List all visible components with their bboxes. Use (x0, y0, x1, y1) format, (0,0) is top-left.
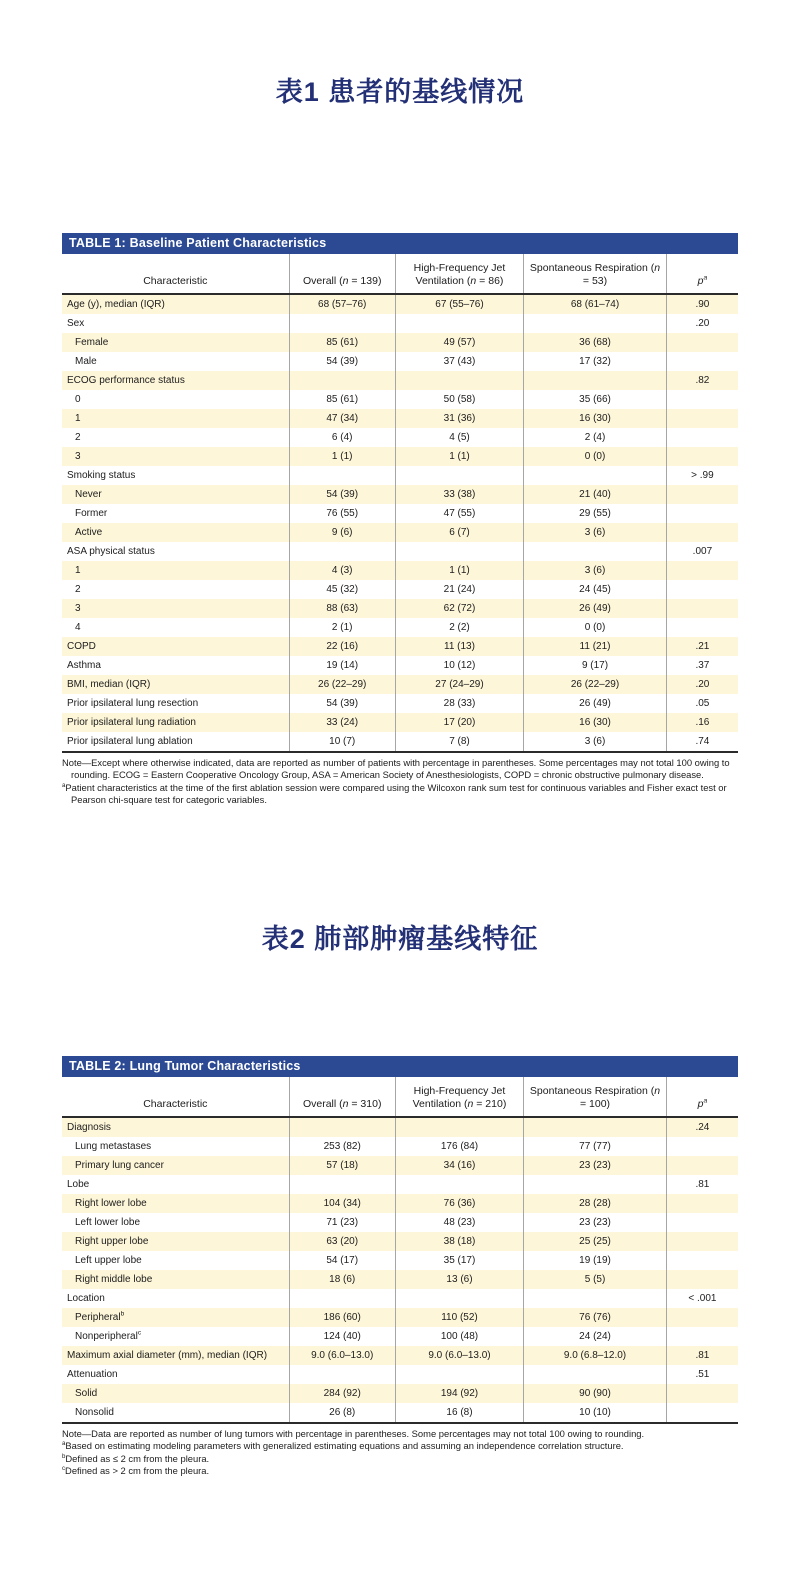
table-note: Note—Except where otherwise indicated, data are reported as number of patients with percentage in parentheses. Some percentages may not total 100 owing to rounding. ECOG = Eastern Cooperative Oncology Group, ASA = American Society of Anesthesiologists, COPD = chronic obstructive pulmonary disease. (62, 757, 730, 781)
cell-value (524, 1175, 667, 1194)
column-header: Spontaneous Respiration (n = 53) (524, 254, 667, 294)
cell-value: 11 (13) (395, 637, 523, 656)
cell-value: > .99 (666, 466, 738, 485)
cell-value: 10 (7) (289, 732, 395, 752)
cell-value: 76 (36) (395, 1194, 523, 1213)
row-label: 1 (75, 565, 81, 576)
table-note: Note—Data are reported as number of lung tumors with percentage in parentheses. Some percentages may not total 100 owing to rounding. (62, 1428, 645, 1440)
cell-value: 33 (24) (289, 713, 395, 732)
table2-notes (62, 1428, 738, 1477)
row-label: 3 (75, 451, 81, 462)
cell-value (666, 352, 738, 371)
cell-value (395, 542, 523, 561)
cell-value: 22 (16) (289, 637, 395, 656)
cell-value (666, 1156, 738, 1175)
row-label: 2 (75, 584, 81, 595)
cell-value: .81 (666, 1346, 738, 1365)
cell-value: 21 (40) (524, 485, 667, 504)
table-row (62, 371, 738, 390)
cell-value (524, 1117, 667, 1137)
cell-value: .81 (666, 1175, 738, 1194)
cell-value: 6 (4) (289, 428, 395, 447)
cell-value: 37 (43) (395, 352, 523, 371)
row-label: Primary lung cancer (75, 1160, 164, 1171)
cell-value: 25 (25) (524, 1232, 667, 1251)
row-label: ASA physical status (67, 546, 155, 557)
cell-value: 18 (6) (289, 1270, 395, 1289)
table-row (62, 618, 738, 637)
cell-value: .37 (666, 656, 738, 675)
cell-value (666, 1327, 738, 1346)
cell-value (395, 371, 523, 390)
cell-value (289, 1175, 395, 1194)
table1-notes (62, 757, 738, 806)
cell-value: 4 (5) (395, 428, 523, 447)
row-label: COPD (67, 641, 96, 652)
cell-value: 0 (0) (524, 618, 667, 637)
table-row (62, 352, 738, 371)
cell-value (666, 599, 738, 618)
table-row (62, 542, 738, 561)
cell-value: 253 (82) (289, 1137, 395, 1156)
cell-value (524, 1289, 667, 1308)
column-header: Overall (n = 139) (289, 254, 395, 294)
cell-value: 27 (24–29) (395, 675, 523, 694)
row-label: Former (75, 508, 108, 519)
cell-value: 77 (77) (524, 1137, 667, 1156)
table-note: $^a$Based on estimating modeling parameters with generalized estimating equations and assuming an independence correlation structure. (62, 1440, 624, 1452)
table-note: $^c$Defined as > 2 cm from the pleura. (62, 1464, 210, 1476)
cell-value: 54 (39) (289, 694, 395, 713)
cell-value (395, 1175, 523, 1194)
row-label: Lung metastases (75, 1141, 152, 1152)
cell-value: 3 (6) (524, 561, 667, 580)
cell-value: 124 (40) (289, 1327, 395, 1346)
cell-value (524, 466, 667, 485)
table-row (62, 637, 738, 656)
table-row (62, 1117, 738, 1137)
table-row (62, 580, 738, 599)
table2-chinese-title: 表2 肺部肿瘤基线特征 (261, 924, 539, 954)
row-label: 1 (75, 413, 81, 424)
table-row (62, 1365, 738, 1384)
cell-value: 50 (58) (395, 390, 523, 409)
cell-value (666, 504, 738, 523)
column-header: $p^a$ (666, 1077, 738, 1117)
column-header-row (62, 254, 738, 294)
cell-value: 10 (12) (395, 656, 523, 675)
cell-value: 31 (36) (395, 409, 523, 428)
cell-value: 9.0 (6.0–13.0) (395, 1346, 523, 1365)
cell-value: 194 (92) (395, 1384, 523, 1403)
cell-value: .05 (666, 694, 738, 713)
table-row (62, 1251, 738, 1270)
row-label: Prior ipsilateral lung radiation (67, 717, 196, 728)
row-label: Never (75, 489, 102, 500)
column-header: Overall (n = 310) (289, 1077, 395, 1117)
cell-value: 57 (18) (289, 1156, 395, 1175)
row-label: Left upper lobe (75, 1255, 142, 1266)
row-label: Nonsolid (62, 1403, 289, 1423)
cell-value: 49 (57) (395, 333, 523, 352)
cell-value: 67 (55–76) (395, 294, 523, 314)
cell-value: 19 (14) (289, 656, 395, 675)
table-row (62, 409, 738, 428)
cell-value: 17 (32) (524, 352, 667, 371)
cell-value (666, 447, 738, 466)
cell-value: .21 (666, 637, 738, 656)
table-row (62, 675, 738, 694)
table-row (62, 1346, 738, 1365)
cell-value: 1 (1) (395, 447, 523, 466)
cell-value: .51 (666, 1365, 738, 1384)
cell-value: .74 (666, 732, 738, 752)
row-label: Asthma (67, 660, 101, 671)
cell-value: < .001 (666, 1289, 738, 1308)
row-label: Age (y), median (IQR) (67, 299, 165, 310)
table-row (62, 428, 738, 447)
table-row (62, 1232, 738, 1251)
table2 (62, 1056, 738, 1477)
table-row (62, 1194, 738, 1213)
row-label: 0 (75, 394, 81, 405)
cell-value (666, 1232, 738, 1251)
cell-value: 38 (18) (395, 1232, 523, 1251)
row-label: Nonperipheral$^c$ (75, 1329, 142, 1342)
cell-value (289, 466, 395, 485)
cell-value: 24 (45) (524, 580, 667, 599)
cell-value (289, 314, 395, 333)
cell-value: 54 (39) (289, 485, 395, 504)
row-label: 3 (75, 603, 81, 614)
cell-value: 3 (6) (524, 523, 667, 542)
cell-value (666, 1403, 738, 1423)
cell-value (395, 466, 523, 485)
cell-value: 16 (30) (524, 409, 667, 428)
row-label: ECOG performance status (67, 375, 185, 386)
cell-value: 13 (6) (395, 1270, 523, 1289)
cell-value: 88 (63) (289, 599, 395, 618)
cell-value (666, 1308, 738, 1327)
cell-value: 62 (72) (395, 599, 523, 618)
cell-value: 11 (21) (524, 637, 667, 656)
cell-value (395, 1117, 523, 1137)
cell-value: 3 (6) (524, 732, 667, 752)
row-label: Maximum axial diameter (mm), median (IQR) (67, 1350, 268, 1361)
cell-value: 2 (1) (289, 618, 395, 637)
column-header: Spontaneous Respiration (n = 100) (524, 1077, 667, 1117)
table1 (62, 233, 738, 806)
row-label: Active (75, 527, 103, 538)
table-note: $^b$Defined as ≤ 2 cm from the pleura. (62, 1452, 210, 1464)
table-row (62, 485, 738, 504)
cell-value: 17 (20) (395, 713, 523, 732)
row-label: Female (75, 337, 109, 348)
cell-value: 90 (90) (524, 1384, 667, 1403)
cell-value (666, 561, 738, 580)
cell-value: .007 (666, 542, 738, 561)
column-header: $p^a$ (666, 254, 738, 294)
row-label: Male (75, 356, 97, 367)
cell-value: 36 (68) (524, 333, 667, 352)
cell-value (524, 314, 667, 333)
cell-value: 47 (55) (395, 504, 523, 523)
table-row (62, 656, 738, 675)
table2-grid (62, 1077, 738, 1424)
cell-value (524, 371, 667, 390)
cell-value: 2 (2) (395, 618, 523, 637)
cell-value (289, 1365, 395, 1384)
cell-value (289, 371, 395, 390)
cell-value: 21 (24) (395, 580, 523, 599)
cell-value (289, 1289, 395, 1308)
table-row (62, 333, 738, 352)
table-row (62, 294, 738, 314)
cell-value: 85 (61) (289, 390, 395, 409)
cell-value: .82 (666, 371, 738, 390)
table-row (62, 1137, 738, 1156)
cell-value: 23 (23) (524, 1213, 667, 1232)
cell-value (666, 485, 738, 504)
row-label: Lobe (67, 1179, 90, 1190)
cell-value: 76 (76) (524, 1308, 667, 1327)
row-label: Right upper lobe (75, 1236, 149, 1247)
cell-value: 19 (19) (524, 1251, 667, 1270)
table-note: $^a$Patient characteristics at the time of the first ablation session were compared using the Wilcoxon rank sum test for continuous variables and Fisher exact test or Pearson chi-square test for categoric variables. (62, 781, 727, 805)
cell-value (524, 1365, 667, 1384)
cell-value (395, 1289, 523, 1308)
row-label: Prior ipsilateral lung ablation (62, 732, 289, 752)
cell-value: 16 (8) (395, 1403, 523, 1423)
column-header-row (62, 1077, 738, 1117)
cell-value: 33 (38) (395, 485, 523, 504)
cell-value: 9 (17) (524, 656, 667, 675)
cell-value: 54 (17) (289, 1251, 395, 1270)
cell-value: 54 (39) (289, 352, 395, 371)
cell-value: 9.0 (6.8–12.0) (524, 1346, 667, 1365)
cell-value (666, 618, 738, 637)
cell-value: 100 (48) (395, 1327, 523, 1346)
cell-value: 26 (49) (524, 694, 667, 713)
cell-value: 16 (30) (524, 713, 667, 732)
cell-value: .24 (666, 1117, 738, 1137)
row-label: Diagnosis (67, 1122, 111, 1133)
cell-value (289, 542, 395, 561)
table2-title-bar: TABLE 2: Lung Tumor Characteristics (62, 1056, 738, 1077)
table-row (62, 1327, 738, 1346)
row-label: 4 (75, 622, 81, 633)
column-header: High-Frequency Jet Ventilation (n = 86) (395, 254, 523, 294)
table1-chinese-title: 表1 患者的基线情况 (275, 77, 525, 107)
cell-value: 4 (3) (289, 561, 395, 580)
cell-value: 71 (23) (289, 1213, 395, 1232)
cell-value: 35 (17) (395, 1251, 523, 1270)
row-label: Sex (67, 318, 85, 329)
table-row (62, 1270, 738, 1289)
table-row (62, 694, 738, 713)
table-row (62, 732, 738, 752)
cell-value: 29 (55) (524, 504, 667, 523)
cell-value (666, 580, 738, 599)
row-label: Smoking status (67, 470, 136, 481)
cell-value: 5 (5) (524, 1270, 667, 1289)
cell-value: 47 (34) (289, 409, 395, 428)
table-row (62, 466, 738, 485)
row-label: Peripheral$^b$ (75, 1310, 125, 1323)
cell-value: 24 (24) (524, 1327, 667, 1346)
cell-value: 1 (1) (289, 447, 395, 466)
cell-value: .16 (666, 713, 738, 732)
cell-value (666, 523, 738, 542)
cell-value (666, 409, 738, 428)
cell-value: .20 (666, 675, 738, 694)
cell-value (666, 390, 738, 409)
column-header: High-Frequency Jet Ventilation (n = 210) (395, 1077, 523, 1117)
cell-value (666, 1384, 738, 1403)
cell-value (666, 1270, 738, 1289)
table-row (62, 314, 738, 333)
cell-value: 26 (49) (524, 599, 667, 618)
cell-value (666, 1137, 738, 1156)
cell-value (395, 314, 523, 333)
cell-value (524, 542, 667, 561)
cell-value: 63 (20) (289, 1232, 395, 1251)
table-row (62, 713, 738, 732)
cell-value: 23 (23) (524, 1156, 667, 1175)
cell-value: 28 (28) (524, 1194, 667, 1213)
table-row (62, 561, 738, 580)
cell-value: 35 (66) (524, 390, 667, 409)
cell-value: 26 (22–29) (289, 675, 395, 694)
table-row (62, 599, 738, 618)
cell-value: .20 (666, 314, 738, 333)
row-label: Left lower lobe (75, 1217, 141, 1228)
cell-value: .90 (666, 294, 738, 314)
table-row (62, 1384, 738, 1403)
cell-value: 45 (32) (289, 580, 395, 599)
row-label: Location (67, 1293, 105, 1304)
cell-value: 104 (34) (289, 1194, 395, 1213)
cell-value: 68 (57–76) (289, 294, 395, 314)
cell-value (289, 1117, 395, 1137)
cell-value (666, 428, 738, 447)
cell-value (666, 333, 738, 352)
row-label: Attenuation (67, 1369, 118, 1380)
row-label: Prior ipsilateral lung resection (67, 698, 199, 709)
column-header: Characteristic (62, 1077, 289, 1117)
table-row (62, 1308, 738, 1327)
cell-value (666, 1194, 738, 1213)
cell-value (666, 1251, 738, 1270)
cell-value: 85 (61) (289, 333, 395, 352)
cell-value: 0 (0) (524, 447, 667, 466)
table-row (62, 1175, 738, 1194)
cell-value (395, 1365, 523, 1384)
table-row (62, 1403, 738, 1423)
table1-grid (62, 254, 738, 753)
cell-value: 6 (7) (395, 523, 523, 542)
cell-value: 1 (1) (395, 561, 523, 580)
cell-value: 110 (52) (395, 1308, 523, 1327)
cell-value: 284 (92) (289, 1384, 395, 1403)
cell-value: 10 (10) (524, 1403, 667, 1423)
cell-value: 34 (16) (395, 1156, 523, 1175)
cell-value: 9.0 (6.0–13.0) (289, 1346, 395, 1365)
row-label: Right lower lobe (75, 1198, 147, 1209)
table-row (62, 504, 738, 523)
cell-value: 28 (33) (395, 694, 523, 713)
table-row (62, 1213, 738, 1232)
table-row (62, 447, 738, 466)
table-row (62, 390, 738, 409)
cell-value: 68 (61–74) (524, 294, 667, 314)
cell-value: 48 (23) (395, 1213, 523, 1232)
table-row (62, 1156, 738, 1175)
cell-value: 186 (60) (289, 1308, 395, 1327)
table-row (62, 1289, 738, 1308)
cell-value: 9 (6) (289, 523, 395, 542)
table-row (62, 523, 738, 542)
row-label: Solid (75, 1388, 98, 1399)
cell-value: 7 (8) (395, 732, 523, 752)
cell-value: 26 (22–29) (524, 675, 667, 694)
row-label: Right middle lobe (75, 1274, 153, 1285)
row-label: 2 (75, 432, 81, 443)
column-header: Characteristic (62, 254, 289, 294)
cell-value: 76 (55) (289, 504, 395, 523)
cell-value (666, 1213, 738, 1232)
cell-value: 176 (84) (395, 1137, 523, 1156)
cell-value: 26 (8) (289, 1403, 395, 1423)
table1-title-bar: TABLE 1: Baseline Patient Characteristics (62, 233, 738, 254)
row-label: BMI, median (IQR) (67, 679, 151, 690)
cell-value: 2 (4) (524, 428, 667, 447)
